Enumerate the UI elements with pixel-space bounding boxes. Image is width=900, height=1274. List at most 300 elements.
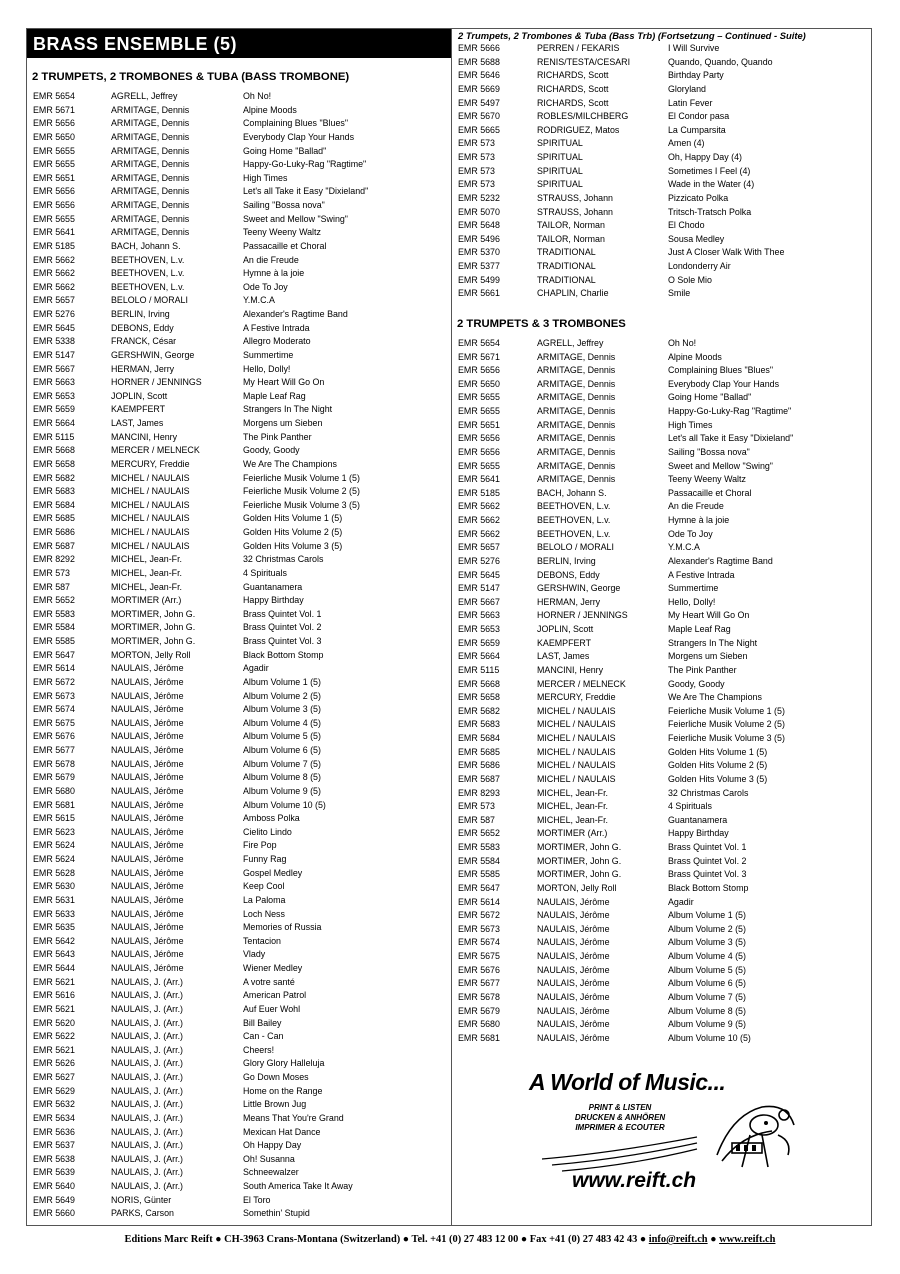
composer: TRADITIONAL <box>537 261 596 271</box>
right-column <box>452 29 871 1192</box>
catalog-number: EMR 5338 <box>33 336 75 347</box>
title: The Pink Panther <box>668 664 737 675</box>
world-of-music-logo <box>527 1069 802 1209</box>
composer: MORTIMER (Arr.) <box>111 595 182 606</box>
catalog-number: EMR 5584 <box>33 622 75 633</box>
composer: MICHEL / NAULAIS <box>111 486 190 497</box>
composer: JOPLIN, Scott <box>111 390 168 401</box>
title: Birthday Party <box>668 70 724 81</box>
title: My Heart Will Go On <box>243 377 325 388</box>
composer: ARMITAGE, Dennis <box>111 213 190 224</box>
composer: BEETHOVEN, L.v. <box>111 254 185 265</box>
composer: ARMITAGE, Dennis <box>111 118 190 129</box>
composer: NAULAIS, J. (Arr.) <box>111 1017 183 1028</box>
title: High Times <box>668 419 713 430</box>
footer-address: Editions Marc Reift ● CH-3963 Crans-Montana (Switzerland) ● Tel. +41 (0) 27 483 12 00 ● Fax +41 (0) 27 483 42 43 ● <box>124 1234 649 1245</box>
catalog-row <box>27 690 451 704</box>
catalog-row <box>452 364 871 378</box>
catalog-number: EMR 5640 <box>33 1181 75 1191</box>
composer: BEETHOVEN, L.v. <box>537 515 611 525</box>
catalog-number: EMR 5655 <box>458 392 500 403</box>
catalog-list-left <box>27 90 451 1221</box>
catalog-number: EMR 5654 <box>33 91 75 101</box>
composer: BACH, Johann S. <box>537 487 607 498</box>
catalog-number: EMR 5679 <box>458 1005 500 1016</box>
catalog-row <box>27 1085 451 1099</box>
catalog-number: EMR 5377 <box>458 261 500 271</box>
composer: NAULAIS, Jérôme <box>537 964 610 975</box>
title: Hymne à la joie <box>243 268 305 279</box>
title: Album Volume 5 (5) <box>668 964 746 975</box>
title: Brass Quintet Vol. 2 <box>243 622 322 633</box>
catalog-row <box>27 853 451 867</box>
catalog-number: EMR 5655 <box>33 145 75 156</box>
composer: NAULAIS, Jérôme <box>111 758 184 769</box>
footer-contact <box>0 1234 900 1245</box>
catalog-row <box>452 351 871 365</box>
composer: RICHARDS, Scott <box>537 83 609 94</box>
catalog-number: EMR 5672 <box>458 910 500 921</box>
catalog-number: EMR 5671 <box>458 351 500 362</box>
title: Album Volume 1 (5) <box>243 676 321 687</box>
catalog-number: EMR 5657 <box>33 295 75 306</box>
catalog-row <box>452 923 871 937</box>
composer: ARMITAGE, Dennis <box>537 392 616 403</box>
title: Sweet and Mellow "Swing" <box>668 460 773 471</box>
catalog-row <box>27 1057 451 1071</box>
catalog-number: EMR 5648 <box>458 220 500 231</box>
catalog-list-continued <box>452 42 871 301</box>
title: Black Bottom Stomp <box>668 882 749 893</box>
catalog-row <box>452 936 871 950</box>
catalog-number: EMR 5670 <box>458 111 500 122</box>
title: I Will Survive <box>668 43 720 53</box>
title: Golden Hits Volume 3 (5) <box>243 540 343 551</box>
catalog-number: EMR 5681 <box>33 799 75 810</box>
catalog-number: EMR 5658 <box>458 692 500 703</box>
catalog-number: EMR 5585 <box>33 636 75 646</box>
catalog-row <box>27 703 451 717</box>
title: Golden Hits Volume 2 (5) <box>668 760 768 771</box>
composer: MORTIMER, John G. <box>537 869 622 880</box>
catalog-row <box>27 867 451 881</box>
title: Somethin' Stupid <box>243 1208 310 1219</box>
catalog-row <box>27 785 451 799</box>
title: Album Volume 8 (5) <box>668 1005 746 1016</box>
catalog-row <box>27 213 451 227</box>
composer: SPIRITUAL <box>537 152 583 162</box>
catalog-number: EMR 5627 <box>33 1072 75 1082</box>
composer: MICHEL / NAULAIS <box>537 719 616 730</box>
catalog-number: EMR 5630 <box>33 881 75 892</box>
composer: AGRELL, Jeffrey <box>537 337 604 348</box>
title: Amen (4) <box>668 138 705 149</box>
title: Wade in the Water (4) <box>668 179 755 190</box>
title: El Toro <box>243 1194 271 1205</box>
title: O Sole Mio <box>668 274 712 285</box>
title: Y.M.C.A <box>668 542 700 553</box>
catalog-row <box>452 246 871 260</box>
catalog-number: EMR 5646 <box>458 70 500 81</box>
catalog-number: EMR 5673 <box>458 923 500 934</box>
catalog-row <box>27 676 451 690</box>
logo-line-drucken: DRUCKEN & ANHÖREN <box>574 1113 666 1122</box>
title: Y.M.C.A <box>243 295 275 306</box>
composer: NAULAIS, J. (Arr.) <box>111 1085 183 1096</box>
composer: MICHEL / NAULAIS <box>111 527 190 537</box>
catalog-row <box>452 206 871 220</box>
title: Album Volume 2 (5) <box>668 923 746 934</box>
composer: NAULAIS, Jérôme <box>111 663 184 674</box>
catalog-number: EMR 5653 <box>33 390 75 401</box>
catalog-row <box>27 226 451 240</box>
catalog-number: EMR 5681 <box>458 1032 500 1043</box>
catalog-number: EMR 5645 <box>458 569 500 580</box>
title: Feierliche Musik Volume 2 (5) <box>243 486 360 497</box>
catalog-row <box>27 390 451 404</box>
composer: MERCURY, Freddie <box>537 692 616 703</box>
composer: MICHEL, Jean-Fr. <box>537 787 609 798</box>
catalog-row <box>27 948 451 962</box>
catalog-row <box>452 827 871 841</box>
catalog-number: EMR 5624 <box>33 854 75 864</box>
title: Sweet and Mellow "Swing" <box>243 213 348 224</box>
composer: NAULAIS, J. (Arr.) <box>111 1072 183 1082</box>
composer: ARMITAGE, Dennis <box>537 460 616 471</box>
catalog-row <box>27 254 451 268</box>
catalog-row <box>27 635 451 649</box>
title: Oh No! <box>668 337 697 348</box>
title: Sometimes I Feel (4) <box>668 165 751 176</box>
left-column <box>27 29 451 1221</box>
composer: NAULAIS, J. (Arr.) <box>111 1058 183 1069</box>
catalog-number: EMR 5675 <box>458 951 500 961</box>
catalog-number: EMR 5628 <box>33 867 75 878</box>
title: Album Volume 10 (5) <box>243 799 326 810</box>
catalog-number: EMR 5666 <box>458 43 500 53</box>
catalog-row <box>452 773 871 787</box>
catalog-number: EMR 5664 <box>33 418 75 428</box>
catalog-number: EMR 5652 <box>33 595 75 606</box>
title: 4 Spirituals <box>243 567 287 578</box>
catalog-number: EMR 5667 <box>458 596 500 607</box>
catalog-row <box>452 514 871 528</box>
title: Auf Euer Wohl <box>243 1003 301 1014</box>
composer: BEETHOVEN, L.v. <box>111 268 185 279</box>
title: El Chodo <box>668 220 705 231</box>
catalog-number: EMR 5672 <box>33 676 75 687</box>
catalog-number: EMR 5583 <box>458 842 500 852</box>
title: Glory Glory Halleluja <box>243 1058 325 1069</box>
composer: TAILOR, Norman <box>537 233 605 244</box>
catalog-row <box>27 662 451 676</box>
catalog-row <box>452 287 871 301</box>
catalog-row <box>27 649 451 663</box>
composer: NAULAIS, Jérôme <box>111 745 184 755</box>
catalog-number: EMR 5585 <box>458 869 500 880</box>
catalog-row <box>452 378 871 392</box>
title: Londonderry Air <box>668 261 731 271</box>
title: An die Freude <box>668 501 724 512</box>
title: Bill Bailey <box>243 1017 282 1028</box>
title: Fire Pop <box>243 840 277 851</box>
title: Let's all Take it Easy "Dixieland" <box>243 186 369 197</box>
catalog-row <box>452 137 871 151</box>
title: Album Volume 2 (5) <box>243 690 321 701</box>
composer: ARMITAGE, Dennis <box>111 227 190 238</box>
catalog-row <box>452 800 871 814</box>
composer: NAULAIS, Jérôme <box>537 1032 610 1043</box>
composer: BERLIN, Irving <box>537 555 596 566</box>
composer: NAULAIS, J. (Arr.) <box>111 1031 183 1042</box>
composer: NAULAIS, Jérôme <box>111 867 184 878</box>
title: Means That You're Grand <box>243 1112 344 1123</box>
title: Feierliche Musik Volume 1 (5) <box>243 472 360 483</box>
title: Tritsch-Tratsch Polka <box>668 206 752 217</box>
catalog-row <box>27 839 451 853</box>
title: Feierliche Musik Volume 3 (5) <box>243 499 360 510</box>
title: Ode To Joy <box>243 281 288 292</box>
composer: NAULAIS, Jérôme <box>537 937 610 948</box>
catalog-row <box>27 621 451 635</box>
catalog-row <box>452 56 871 70</box>
catalog-row <box>27 553 451 567</box>
catalog-number: EMR 5655 <box>458 460 500 471</box>
title: Passacaille et Choral <box>243 240 327 251</box>
title: Complaining Blues "Blues" <box>243 118 348 129</box>
catalog-row <box>27 431 451 445</box>
title: Going Home "Ballad" <box>668 392 752 403</box>
catalog-row <box>452 337 871 351</box>
composer: NAULAIS, J. (Arr.) <box>111 976 183 987</box>
title: Happy-Go-Luky-Rag "Ragtime" <box>668 406 792 416</box>
title: Home on the Range <box>243 1085 323 1096</box>
composer: ARMITAGE, Dennis <box>537 351 616 362</box>
catalog-number: EMR 5614 <box>458 896 500 907</box>
composer: NAULAIS, J. (Arr.) <box>111 1126 183 1137</box>
composer: NAULAIS, Jérôme <box>537 951 610 961</box>
title: Sailing "Bossa nova" <box>668 446 750 457</box>
composer: ARMITAGE, Dennis <box>537 474 616 485</box>
catalog-number: EMR 5680 <box>33 785 75 796</box>
title: Quando, Quando, Quando <box>668 56 773 67</box>
catalog-number: EMR 573 <box>458 138 495 149</box>
catalog-row <box>452 178 871 192</box>
composer: MICHEL / NAULAIS <box>537 705 616 716</box>
catalog-row <box>27 594 451 608</box>
catalog-number: EMR 5639 <box>33 1167 75 1178</box>
composer: NAULAIS, Jérôme <box>111 908 184 919</box>
catalog-number: EMR 5653 <box>458 624 500 634</box>
composer: MORTIMER, John G. <box>537 842 622 852</box>
catalog-number: EMR 5679 <box>33 772 75 783</box>
composer: NAULAIS, Jérôme <box>537 923 610 934</box>
title: Alpine Moods <box>668 351 722 362</box>
title: Album Volume 3 (5) <box>243 704 321 715</box>
catalog-number: EMR 5624 <box>33 840 75 851</box>
catalog-number: EMR 5687 <box>33 540 75 551</box>
title: Mexican Hat Dance <box>243 1126 321 1137</box>
catalog-row <box>452 691 871 705</box>
catalog-number: EMR 5643 <box>33 949 75 960</box>
catalog-number: EMR 573 <box>458 179 495 190</box>
catalog-row <box>27 308 451 322</box>
catalog-number: EMR 5655 <box>458 406 500 416</box>
catalog-number: EMR 5115 <box>458 664 500 675</box>
continued-section-title: 2 Trumpets, 2 Trombones & Tuba (Bass Trb) (Fortsetzung – Continued - Suite) <box>458 30 806 41</box>
catalog-row <box>452 419 871 433</box>
composer: NAULAIS, Jérôme <box>111 717 184 728</box>
catalog-row <box>452 1018 871 1032</box>
catalog-number: EMR 5674 <box>458 937 500 948</box>
catalog-number: EMR 5662 <box>458 528 500 539</box>
footer-separator: ● <box>707 1234 720 1245</box>
catalog-row <box>27 1030 451 1044</box>
catalog-row <box>452 977 871 991</box>
catalog-row <box>27 908 451 922</box>
title: We Are The Champions <box>668 692 762 703</box>
catalog-row <box>452 882 871 896</box>
composer: ARMITAGE, Dennis <box>537 378 616 389</box>
catalog-row <box>27 472 451 486</box>
catalog-row <box>452 42 871 56</box>
title: Wiener Medley <box>243 963 303 973</box>
catalog-row <box>27 322 451 336</box>
catalog-row <box>452 219 871 233</box>
composer: NAULAIS, Jérôme <box>537 1019 610 1030</box>
catalog-number: EMR 5656 <box>458 365 500 376</box>
catalog-number: EMR 5638 <box>33 1153 75 1164</box>
title: Memories of Russia <box>243 922 322 933</box>
title: Feierliche Musik Volume 2 (5) <box>668 719 785 730</box>
title: Amboss Polka <box>243 813 300 824</box>
catalog-row <box>452 705 871 719</box>
catalog-number: EMR 5662 <box>458 501 500 512</box>
title: Black Bottom Stomp <box>243 649 324 660</box>
catalog-number: EMR 5642 <box>33 935 75 946</box>
catalog-row <box>27 158 451 172</box>
title: Brass Quintet Vol. 3 <box>668 869 747 880</box>
composer: ARMITAGE, Dennis <box>537 365 616 376</box>
composer: RODRIGUEZ, Matos <box>537 124 620 135</box>
composer: MICHEL, Jean-Fr. <box>537 801 609 812</box>
catalog-row <box>452 233 871 247</box>
catalog-row <box>27 417 451 431</box>
catalog-row <box>27 935 451 949</box>
title: Alpine Moods <box>243 104 297 115</box>
composer: NAULAIS, Jérôme <box>111 935 184 946</box>
composer: NAULAIS, Jérôme <box>111 922 184 933</box>
title: Summertime <box>668 583 719 594</box>
composer: MICHEL, Jean-Fr. <box>537 814 609 825</box>
title: Oh No! <box>243 91 272 101</box>
composer: MICHEL / NAULAIS <box>111 472 190 483</box>
catalog-row <box>452 759 871 773</box>
catalog-row <box>27 185 451 199</box>
catalog-number: EMR 5656 <box>33 118 75 129</box>
catalog-row <box>452 637 871 651</box>
catalog-row <box>452 473 871 487</box>
title: Goody, Goody <box>243 445 300 456</box>
title: Vlady <box>243 949 266 960</box>
catalog-row <box>27 1071 451 1085</box>
catalog-row <box>27 540 451 554</box>
title: Funny Rag <box>243 854 287 864</box>
catalog-number: EMR 8293 <box>458 787 500 798</box>
catalog-number: EMR 5637 <box>33 1140 75 1151</box>
catalog-row <box>452 124 871 138</box>
catalog-number: EMR 5673 <box>33 690 75 701</box>
catalog-number: EMR 5645 <box>33 322 75 333</box>
catalog-number: EMR 5499 <box>458 274 500 285</box>
composer: BELOLO / MORALI <box>537 542 614 553</box>
title: Oh! Susanna <box>243 1153 295 1164</box>
composer: NAULAIS, Jérôme <box>537 1005 610 1016</box>
catalog-number: EMR 5656 <box>458 433 500 444</box>
catalog-row <box>452 97 871 111</box>
catalog-row <box>27 1194 451 1208</box>
catalog-number: EMR 8292 <box>33 554 75 565</box>
composer: NAULAIS, Jérôme <box>111 826 184 837</box>
composer: BERLIN, Irving <box>111 309 170 319</box>
footer-email-link[interactable]: info@reift.ch <box>648 1234 708 1245</box>
composer: ARMITAGE, Dennis <box>111 159 190 170</box>
composer: PARKS, Carson <box>111 1208 174 1219</box>
catalog-row <box>452 950 871 964</box>
composer: HERMAN, Jerry <box>537 596 601 607</box>
catalog-row <box>27 104 451 118</box>
catalog-number: EMR 5070 <box>458 206 500 217</box>
catalog-number: EMR 5634 <box>33 1112 75 1123</box>
catalog-number: EMR 5685 <box>33 513 75 524</box>
composer: ARMITAGE, Dennis <box>537 419 616 430</box>
catalog-number: EMR 5584 <box>458 855 500 866</box>
catalog-number: EMR 5683 <box>33 486 75 497</box>
title: Smile <box>668 288 691 299</box>
title: Pizzicato Polka <box>668 192 729 203</box>
catalog-row <box>452 541 871 555</box>
composer: MORTIMER, John G. <box>111 608 196 619</box>
catalog-number: EMR 5668 <box>33 445 75 456</box>
catalog-number: EMR 573 <box>458 152 495 162</box>
catalog-number: EMR 5147 <box>458 583 500 594</box>
catalog-row <box>27 1180 451 1194</box>
catalog-row <box>27 199 451 213</box>
catalog-row <box>27 90 451 104</box>
catalog-number: EMR 587 <box>458 814 495 825</box>
title: Maple Leaf Rag <box>243 390 306 401</box>
title: Let's all Take it Easy "Dixieland" <box>668 433 794 444</box>
catalog-row <box>27 485 451 499</box>
catalog-number: EMR 5671 <box>33 104 75 115</box>
composer: MANCINI, Henry <box>537 664 604 675</box>
title: Gloryland <box>668 83 706 94</box>
title: The Pink Panther <box>243 431 312 442</box>
title: 32 Christmas Carols <box>668 787 749 798</box>
catalog-number: EMR 5684 <box>33 499 75 510</box>
title: Album Volume 7 (5) <box>243 758 321 769</box>
footer-web-link[interactable]: www.reift.ch <box>719 1234 776 1245</box>
title: Sousa Medley <box>668 233 725 244</box>
catalog-row <box>452 500 871 514</box>
musician-illustration-icon <box>702 1095 802 1175</box>
catalog-number: EMR 5662 <box>33 254 75 265</box>
title: Strangers In The Night <box>243 404 333 415</box>
composer: AGRELL, Jeffrey <box>111 91 178 101</box>
composer: MORTIMER, John G. <box>111 622 196 633</box>
catalog-number: EMR 5684 <box>458 733 500 743</box>
title: La Paloma <box>243 894 286 905</box>
